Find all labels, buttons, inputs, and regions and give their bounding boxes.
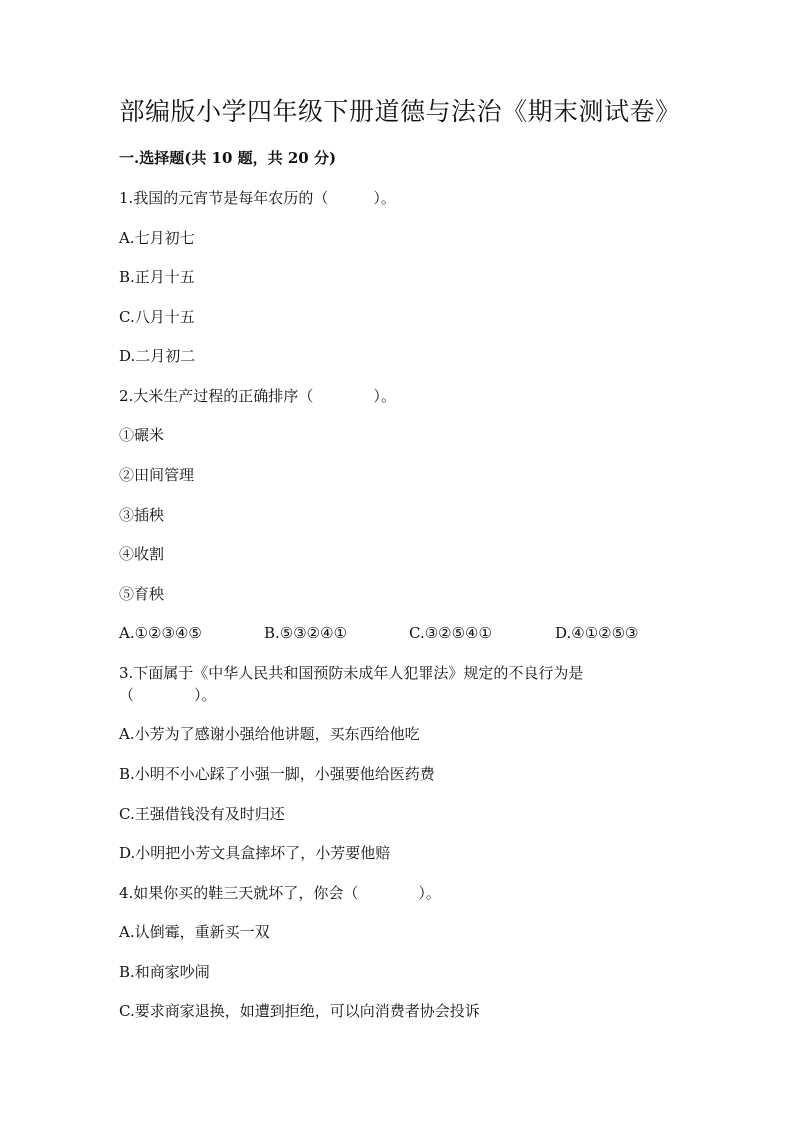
question-4-option-b: B.和商家吵闹 bbox=[119, 963, 210, 981]
question-1-option-d: D.二月初二 bbox=[119, 347, 196, 365]
question-2-option-d: D.④①②⑤③ bbox=[555, 624, 639, 642]
question-3-option-b: B.小明不小心踩了小强一脚，小强要他给医药费 bbox=[119, 765, 435, 783]
question-3-option-d: D.小明把小芳文具盒摔坏了，小芳要他赔 bbox=[119, 844, 391, 862]
question-2-option-b: B.⑤③②④① bbox=[264, 624, 348, 642]
question-2-stem: 2.大米生产过程的正确排序（ ）。 bbox=[119, 387, 396, 405]
question-2-item-2: ②田间管理 bbox=[119, 466, 195, 484]
question-1-option-b: B.正月十五 bbox=[119, 268, 195, 286]
question-4-option-a: A.认倒霉，重新买一双 bbox=[119, 923, 270, 941]
question-3-stem-line-2: （ ）。 bbox=[119, 686, 217, 704]
question-2-option-a: A.①②③④⑤ bbox=[119, 624, 202, 642]
question-1-option-c: C.八月十五 bbox=[119, 308, 195, 326]
question-4-option-c: C.要求商家退换，如遭到拒绝，可以向消费者协会投诉 bbox=[119, 1002, 480, 1020]
question-2-item-4: ④收割 bbox=[119, 545, 165, 563]
question-2-options bbox=[119, 622, 679, 644]
section-heading: 一.选择题(共 10 题，共 20 分) bbox=[119, 149, 337, 167]
question-2-item-1: ①碾米 bbox=[119, 426, 165, 444]
question-4-stem: 4.如果你买的鞋三天就坏了，你会（ ）。 bbox=[119, 884, 441, 902]
question-3-option-a: A.小芳为了感谢小强给他讲题，买东西给他吃 bbox=[119, 725, 420, 743]
question-3-stem-line-1: 3.下面属于《中华人民共和国预防未成年人犯罪法》规定的不良行为是 bbox=[119, 664, 584, 682]
question-2-item-3: ③插秧 bbox=[119, 506, 165, 524]
question-3-option-c: C.王强借钱没有及时归还 bbox=[119, 805, 285, 823]
question-2-item-5: ⑤育秧 bbox=[119, 585, 165, 603]
question-1-option-a: A.七月初七 bbox=[119, 229, 195, 247]
question-1-stem: 1.我国的元宵节是每年农历的（ ）。 bbox=[119, 189, 396, 207]
exam-title: 部编版小学四年级下册道德与法治《期末测试卷》 bbox=[119, 97, 681, 126]
question-2-option-c: C.③②⑤④① bbox=[409, 624, 492, 642]
